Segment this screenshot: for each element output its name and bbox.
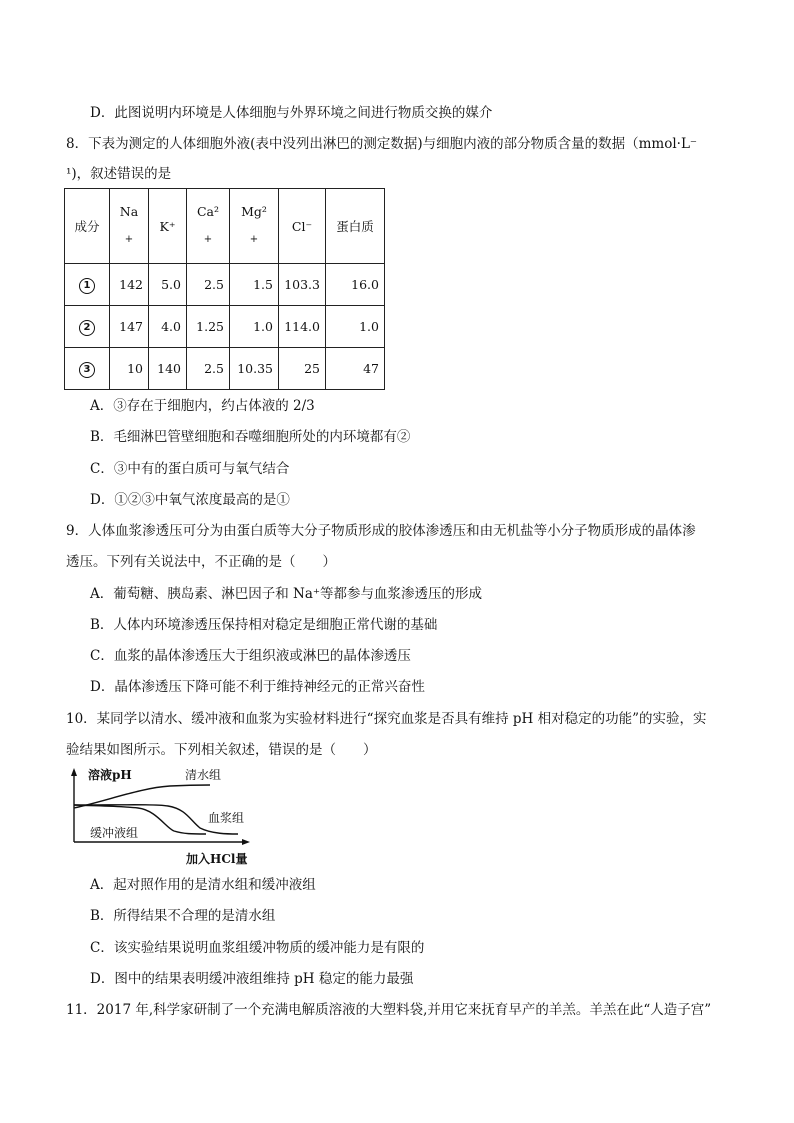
q9-stem-line2: 透压。下列有关说法中，不正确的是（ ） — [66, 554, 336, 570]
x-axis-label: 加入HCl量 — [186, 852, 248, 866]
q9-option-d: D．晶体渗透压下降可能不利于维持神经元的正常兴奋性 — [90, 679, 425, 695]
cell-cl: 114.0 — [279, 306, 326, 348]
row-label — [65, 264, 110, 306]
header-k: K⁺ — [149, 189, 187, 264]
cell-ca: 2.5 — [187, 264, 230, 306]
header-cl: Cl⁻ — [279, 189, 326, 264]
header-component: 成分 — [65, 189, 110, 264]
water-group-label: 清水组 — [185, 768, 222, 782]
q8-option-b: B．毛细淋巴管壁细胞和吞噬细胞所处的内环境都有② — [90, 429, 411, 445]
header-ca — [187, 189, 230, 264]
q8-data-table — [64, 188, 385, 390]
q10-stem-line2: 验结果如图所示。下列相关叙述，错误的是（ ） — [66, 742, 377, 758]
q8-option-d: D．①②③中氧气浓度最高的是① — [90, 492, 290, 508]
cell-protein: 47 — [326, 348, 385, 390]
row-label — [65, 348, 110, 390]
circled-number: 3 — [79, 362, 95, 378]
table-row — [65, 348, 385, 390]
q8-option-a: A．③存在于细胞内，约占体液的 2/3 — [90, 398, 315, 414]
cell-na: 147 — [110, 306, 149, 348]
cell-cl: 103.3 — [279, 264, 326, 306]
q10-option-a: A．起对照作用的是清水组和缓冲液组 — [90, 877, 316, 893]
cell-ca: 1.25 — [187, 306, 230, 348]
row-label — [65, 306, 110, 348]
q10-option-b: B．所得结果不合理的是清水组 — [90, 908, 276, 924]
q7-option-d: D．此图说明内环境是人体细胞与外界环境之间进行物质交换的媒介 — [90, 105, 493, 121]
table-row — [65, 306, 385, 348]
q9-option-c: C．血浆的晶体渗透压大于组织液或淋巴的晶体渗透压 — [90, 648, 411, 664]
table-header-row — [65, 189, 385, 264]
table-row — [65, 264, 385, 306]
cell-na: 10 — [110, 348, 149, 390]
cell-protein: 16.0 — [326, 264, 385, 306]
q8-stem-line1: 8．下表为测定的人体细胞外液(表中没列出淋巴的测定数据)与细胞内液的部分物质含量的数据（mmol·L⁻ — [66, 136, 698, 152]
header-ca-bottom: + — [203, 234, 213, 245]
y-axis-label: 溶液pH — [88, 768, 132, 782]
cell-mg: 1.5 — [230, 264, 279, 306]
q10-option-c: C．该实验结果说明血浆组缓冲物质的缓冲能力是有限的 — [90, 940, 425, 956]
header-ca-top: Ca² — [196, 204, 220, 219]
cell-cl: 25 — [279, 348, 326, 390]
header-mg-top: Mg² — [241, 204, 267, 219]
buffer-group-label: 缓冲液组 — [90, 826, 139, 840]
q9-stem-line1: 9．人体血浆渗透压可分为由蛋白质等大分子物质形成的胶体渗透压和由无机盐等小分子物质形成的晶体渗 — [66, 523, 696, 539]
cell-k: 4.0 — [149, 306, 187, 348]
q11-stem-line1: 11．2017 年,科学家研制了一个充满电解质溶液的大塑料袋,并用它来抚育早产的羊羔。羊羔在此“人造子宫” — [66, 1002, 712, 1018]
ph-curve-diagram — [60, 762, 260, 872]
header-na — [110, 189, 149, 264]
q9-option-a: A．葡萄糖、胰岛素、淋巴因子和 Na⁺等都参与血浆渗透压的形成 — [90, 586, 483, 602]
header-protein: 蛋白质 — [326, 189, 385, 264]
circled-number: 2 — [79, 320, 95, 336]
cell-protein: 1.0 — [326, 306, 385, 348]
q10-option-d: D．图中的结果表明缓冲液组维持 pH 稳定的能力最强 — [90, 971, 414, 987]
circled-number: 1 — [79, 278, 95, 294]
header-mg — [230, 189, 279, 264]
header-na-top: Na — [119, 204, 139, 219]
y-axis-arrow — [71, 768, 77, 776]
cell-mg: 1.0 — [230, 306, 279, 348]
cell-na: 142 — [110, 264, 149, 306]
header-na-bottom: + — [124, 234, 134, 245]
q8-stem-line2: ¹)，叙述错误的是 — [66, 166, 172, 182]
q10-stem-line1: 10．某同学以清水、缓冲液和血浆为实验材料进行“探究血浆是否具有维持 pH 相对稳定的功能”的实验，实 — [66, 711, 707, 727]
cell-ca: 2.5 — [187, 348, 230, 390]
cell-k: 5.0 — [149, 264, 187, 306]
q9-option-b: B．人体内环境渗透压保持相对稳定是细胞正常代谢的基础 — [90, 617, 438, 633]
plasma-group-label: 血浆组 — [208, 811, 245, 825]
cell-mg: 10.35 — [230, 348, 279, 390]
cell-k: 140 — [149, 348, 187, 390]
header-mg-bottom: + — [249, 234, 259, 245]
x-axis-arrow — [242, 839, 250, 845]
q8-option-c: C．③中有的蛋白质可与氧气结合 — [90, 461, 290, 477]
